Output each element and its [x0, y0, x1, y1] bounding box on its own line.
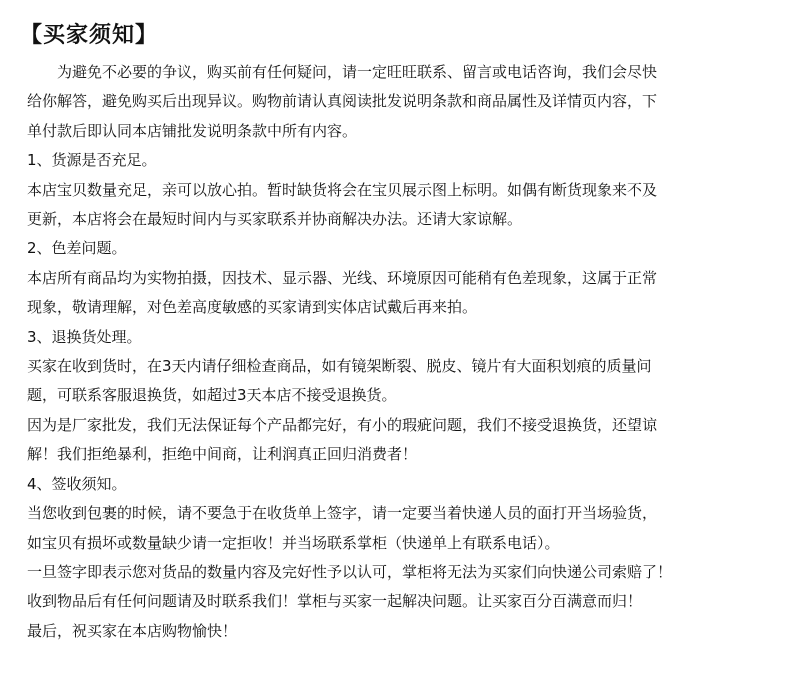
section-stock: [27, 146, 779, 234]
section-line: 题，可联系客服退换货，如超过3天本店不接受退换货。: [27, 386, 397, 405]
section-line: 最后，祝买家在本店购物愉快！: [27, 621, 238, 640]
intro-paragraph: [27, 58, 779, 146]
page-title: 【买家须知】: [20, 23, 159, 48]
section-line: 本店宝贝数量充足，亲可以放心拍。暂时缺货将会在宝贝展示图上标明。如偶有断货现象来不及: [27, 180, 658, 199]
section-line: 现象，敬请理解，对色差高度敏感的买家请到实体店试戴后再来拍。: [27, 298, 478, 317]
intro-line: 单付款后即认同本店铺批发说明条款中所有内容。: [27, 121, 358, 140]
section-line: 本店所有商品均为实物拍摄，因技术、显示器、光线、环境原因可能稍有色差现象，这属于正常: [27, 268, 658, 287]
section-line: 当您收到包裹的时候，请不要急于在收货单上签字，请一定要当着快递人员的面打开当场验货，: [27, 504, 658, 523]
section-heading: 3、退换货处理。: [27, 327, 142, 346]
section-line: 如宝贝有损坏或数量缺少请一定拒收！并当场联系掌柜（快递单上有联系电话）。: [27, 533, 560, 552]
section-heading: 4、签收须知。: [27, 474, 127, 493]
section-returns: [27, 323, 779, 470]
section-line: 更新，本店将会在最短时间内与买家联系并协商解决办法。还请大家谅解。: [27, 210, 523, 229]
section-line: 解！我们拒绝暴利，拒绝中间商，让利润真正回归消费者！: [27, 445, 418, 464]
section-line: 收到物品后有任何问题请及时联系我们！掌柜与买家一起解决问题。让买家百分百满意而归！: [27, 592, 643, 611]
section-heading: 1、货源是否充足。: [27, 151, 157, 170]
notice-body: [27, 58, 779, 646]
section-line: 一旦签字即表示您对货品的数量内容及完好性予以认可，掌柜将无法为买家们向快递公司索赔了！: [27, 562, 673, 581]
section-color-difference: [27, 234, 779, 322]
section-heading: 2、色差问题。: [27, 239, 127, 258]
section-line: 因为是厂家批发，我们无法保证每个产品都完好，有小的瑕疵问题，我们不接受退换货，还望谅: [27, 415, 658, 434]
section-signing: [27, 470, 779, 646]
section-line: 买家在收到货时，在3天内请仔细检查商品，如有镜架断裂、脱皮、镜片有大面积划痕的质量问: [27, 357, 652, 376]
intro-line: 给你解答，避免购买后出现异议。购物前请认真阅读批发说明条款和商品属性及详情页内容，下: [27, 92, 658, 111]
intro-line: 为避免不必要的争议，购买前有任何疑问，请一定旺旺联系、留言或电话咨询，我们会尽快: [57, 63, 658, 81]
